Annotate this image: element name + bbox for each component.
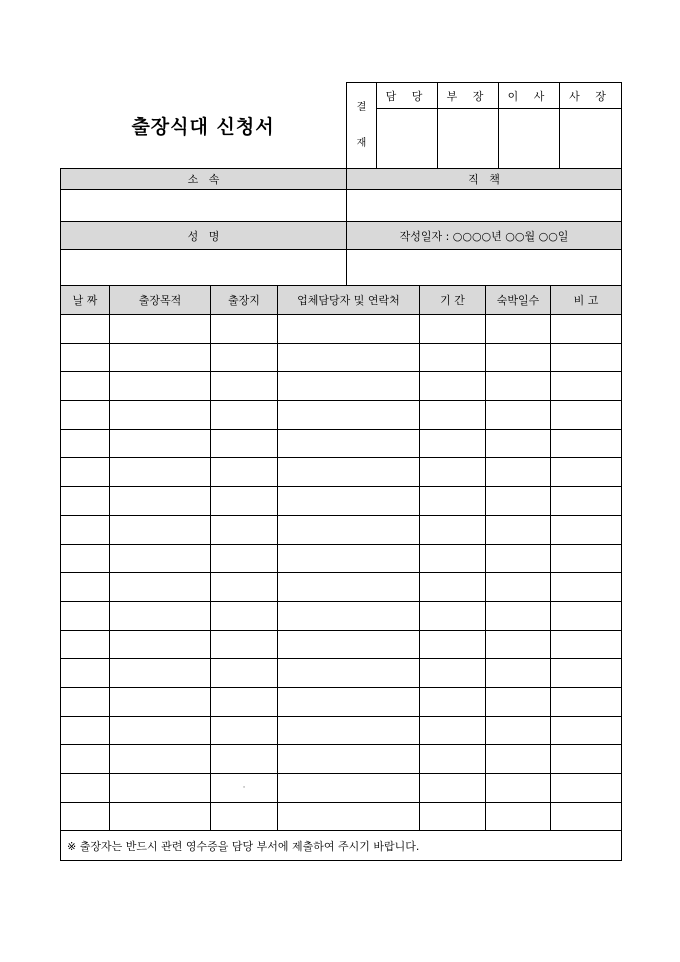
header-contact: 업체담당자 및 연락처 <box>278 286 420 315</box>
record-date-cell[interactable] <box>61 802 110 831</box>
record-contact-cell[interactable] <box>278 458 420 487</box>
approval-role-manager: 부 장 <box>438 83 499 109</box>
record-period-cell[interactable] <box>420 401 486 430</box>
record-purpose-cell[interactable] <box>110 687 211 716</box>
record-period-cell[interactable] <box>420 487 486 516</box>
position-label: 직 책 <box>347 169 622 190</box>
record-purpose-cell[interactable] <box>110 343 211 372</box>
record-date-cell[interactable] <box>61 401 110 430</box>
record-destination-cell[interactable] <box>211 745 278 774</box>
record-remarks-cell[interactable] <box>551 458 622 487</box>
record-nights-cell[interactable] <box>486 659 551 688</box>
record-period-cell[interactable] <box>420 544 486 573</box>
record-purpose-cell[interactable] <box>110 601 211 630</box>
date-field[interactable] <box>347 250 622 286</box>
record-purpose-cell[interactable] <box>110 515 211 544</box>
record-contact-cell[interactable] <box>278 343 420 372</box>
record-period-cell[interactable] <box>420 343 486 372</box>
record-destination-cell[interactable] <box>211 315 278 344</box>
record-date-cell[interactable] <box>61 659 110 688</box>
record-contact-cell[interactable] <box>278 659 420 688</box>
record-contact-cell[interactable] <box>278 745 420 774</box>
record-nights-cell[interactable] <box>486 630 551 659</box>
record-remarks-cell[interactable] <box>551 343 622 372</box>
approval-role-director: 이 사 <box>499 83 560 109</box>
table-row <box>61 343 622 372</box>
record-date-cell[interactable] <box>61 372 110 401</box>
records-body <box>61 315 622 831</box>
record-remarks-cell[interactable] <box>551 687 622 716</box>
record-date-cell[interactable] <box>61 601 110 630</box>
record-remarks-cell[interactable] <box>551 372 622 401</box>
record-period-cell[interactable] <box>420 659 486 688</box>
record-destination-cell[interactable] <box>211 544 278 573</box>
record-purpose-cell[interactable] <box>110 458 211 487</box>
record-purpose-cell[interactable] <box>110 630 211 659</box>
record-period-cell[interactable] <box>420 630 486 659</box>
header-remarks: 비 고 <box>551 286 622 315</box>
record-destination-cell[interactable] <box>211 802 278 831</box>
record-purpose-cell[interactable] <box>110 372 211 401</box>
record-contact-cell[interactable] <box>278 315 420 344</box>
record-purpose-cell[interactable] <box>110 802 211 831</box>
record-remarks-cell[interactable] <box>551 429 622 458</box>
approval-label <box>347 83 377 169</box>
record-nights-cell[interactable] <box>486 515 551 544</box>
record-remarks-cell[interactable] <box>551 315 622 344</box>
applicant-info-table <box>60 168 622 286</box>
record-period-cell[interactable] <box>420 716 486 745</box>
table-row <box>61 515 622 544</box>
record-contact-cell[interactable] <box>278 716 420 745</box>
record-destination-cell[interactable]: · <box>211 774 278 803</box>
record-date-cell[interactable] <box>61 343 110 372</box>
record-contact-cell[interactable] <box>278 515 420 544</box>
record-date-cell[interactable] <box>61 515 110 544</box>
record-destination-cell[interactable] <box>211 372 278 401</box>
record-nights-cell[interactable] <box>486 343 551 372</box>
name-label: 성 명 <box>61 222 347 250</box>
approval-role-president: 사 장 <box>560 83 622 109</box>
record-destination-cell[interactable] <box>211 429 278 458</box>
record-date-cell[interactable] <box>61 687 110 716</box>
record-remarks-cell[interactable] <box>551 745 622 774</box>
table-row <box>61 487 622 516</box>
record-remarks-cell[interactable] <box>551 802 622 831</box>
record-destination-cell[interactable] <box>211 687 278 716</box>
table-row <box>61 659 622 688</box>
record-destination-cell[interactable] <box>211 716 278 745</box>
trip-records-table <box>60 285 622 861</box>
record-period-cell[interactable] <box>420 802 486 831</box>
table-row <box>61 774 622 803</box>
written-date: 작성일자 : ○○○○년 ○○월 ○○일 <box>347 222 622 250</box>
record-date-cell[interactable] <box>61 716 110 745</box>
record-date-cell[interactable] <box>61 745 110 774</box>
record-destination-cell[interactable] <box>211 515 278 544</box>
record-contact-cell[interactable] <box>278 429 420 458</box>
record-date-cell[interactable] <box>61 429 110 458</box>
record-nights-cell[interactable] <box>486 429 551 458</box>
record-period-cell[interactable] <box>420 315 486 344</box>
department-field[interactable] <box>61 190 347 222</box>
approval-sign-director[interactable] <box>499 109 560 169</box>
record-purpose-cell[interactable] <box>110 487 211 516</box>
record-remarks-cell[interactable] <box>551 601 622 630</box>
table-row <box>61 601 622 630</box>
record-contact-cell[interactable] <box>278 544 420 573</box>
record-purpose-cell[interactable] <box>110 544 211 573</box>
record-nights-cell[interactable] <box>486 315 551 344</box>
table-row <box>61 745 622 774</box>
approval-sign-president[interactable] <box>560 109 622 169</box>
approval-label-line1: 결 <box>356 101 367 113</box>
name-field[interactable] <box>61 250 347 286</box>
record-purpose-cell[interactable] <box>110 716 211 745</box>
header-date: 날 짜 <box>61 286 110 315</box>
record-period-cell[interactable] <box>420 745 486 774</box>
record-remarks-cell[interactable] <box>551 487 622 516</box>
record-nights-cell[interactable] <box>486 401 551 430</box>
table-row <box>61 573 622 602</box>
record-contact-cell[interactable] <box>278 802 420 831</box>
table-row <box>61 315 622 344</box>
record-nights-cell[interactable] <box>486 544 551 573</box>
record-purpose-cell[interactable] <box>110 429 211 458</box>
record-purpose-cell[interactable] <box>110 315 211 344</box>
record-period-cell[interactable] <box>420 687 486 716</box>
records-header-row <box>61 286 622 315</box>
table-row <box>61 372 622 401</box>
record-remarks-cell[interactable] <box>551 716 622 745</box>
record-nights-cell[interactable] <box>486 774 551 803</box>
department-label: 소 속 <box>61 169 347 190</box>
header-purpose: 출장목적 <box>110 286 211 315</box>
record-nights-cell[interactable] <box>486 601 551 630</box>
record-destination-cell[interactable] <box>211 659 278 688</box>
record-remarks-cell[interactable] <box>551 573 622 602</box>
record-date-cell[interactable] <box>61 487 110 516</box>
approval-role-staff: 담 당 <box>377 83 438 109</box>
record-date-cell[interactable] <box>61 458 110 487</box>
header-nights: 숙박일수 <box>486 286 551 315</box>
table-row <box>61 458 622 487</box>
record-nights-cell[interactable] <box>486 372 551 401</box>
record-destination-cell[interactable] <box>211 601 278 630</box>
record-destination-cell[interactable] <box>211 343 278 372</box>
record-date-cell[interactable] <box>61 315 110 344</box>
record-remarks-cell[interactable] <box>551 659 622 688</box>
table-row <box>61 630 622 659</box>
record-purpose-cell[interactable] <box>110 659 211 688</box>
record-purpose-cell[interactable] <box>110 401 211 430</box>
record-destination-cell[interactable] <box>211 458 278 487</box>
record-nights-cell[interactable] <box>486 716 551 745</box>
record-nights-cell[interactable] <box>486 573 551 602</box>
record-period-cell[interactable] <box>420 515 486 544</box>
form-title: 출장식대 신청서 <box>131 115 275 138</box>
record-contact-cell[interactable] <box>278 487 420 516</box>
record-nights-cell[interactable] <box>486 458 551 487</box>
record-remarks-cell[interactable] <box>551 774 622 803</box>
record-period-cell[interactable] <box>420 372 486 401</box>
record-period-cell[interactable] <box>420 601 486 630</box>
approval-sign-staff[interactable] <box>377 109 438 169</box>
record-contact-cell[interactable] <box>278 774 420 803</box>
record-destination-cell[interactable] <box>211 573 278 602</box>
header-period: 기 간 <box>420 286 486 315</box>
record-period-cell[interactable] <box>420 774 486 803</box>
record-destination-cell[interactable] <box>211 630 278 659</box>
record-nights-cell[interactable] <box>486 487 551 516</box>
record-remarks-cell[interactable] <box>551 401 622 430</box>
record-contact-cell[interactable] <box>278 573 420 602</box>
approval-sign-manager[interactable] <box>438 109 499 169</box>
record-date-cell[interactable] <box>61 544 110 573</box>
record-destination-cell[interactable] <box>211 401 278 430</box>
record-nights-cell[interactable] <box>486 802 551 831</box>
table-row <box>61 687 622 716</box>
record-date-cell[interactable] <box>61 630 110 659</box>
record-remarks-cell[interactable] <box>551 515 622 544</box>
record-nights-cell[interactable] <box>486 745 551 774</box>
record-period-cell[interactable] <box>420 429 486 458</box>
record-contact-cell[interactable] <box>278 401 420 430</box>
header-destination: 출장지 <box>211 286 278 315</box>
approval-label-line2: 재 <box>356 137 367 149</box>
footer-note: ※ 출장자는 반드시 관련 영수증을 담당 부서에 제출하여 주시기 바랍니다. <box>61 831 622 861</box>
table-row <box>61 544 622 573</box>
table-row <box>61 429 622 458</box>
record-remarks-cell[interactable] <box>551 544 622 573</box>
record-nights-cell[interactable] <box>486 687 551 716</box>
record-destination-cell[interactable] <box>211 487 278 516</box>
table-row <box>61 401 622 430</box>
record-period-cell[interactable] <box>420 573 486 602</box>
record-contact-cell[interactable] <box>278 601 420 630</box>
table-row <box>61 716 622 745</box>
record-contact-cell[interactable] <box>278 372 420 401</box>
record-period-cell[interactable] <box>420 458 486 487</box>
position-field[interactable] <box>347 190 622 222</box>
approval-table <box>346 82 622 169</box>
record-purpose-cell[interactable] <box>110 745 211 774</box>
record-purpose-cell[interactable] <box>110 774 211 803</box>
record-contact-cell[interactable] <box>278 687 420 716</box>
record-purpose-cell[interactable] <box>110 573 211 602</box>
record-date-cell[interactable] <box>61 573 110 602</box>
record-remarks-cell[interactable] <box>551 630 622 659</box>
record-contact-cell[interactable] <box>278 630 420 659</box>
table-row <box>61 802 622 831</box>
record-date-cell[interactable] <box>61 774 110 803</box>
